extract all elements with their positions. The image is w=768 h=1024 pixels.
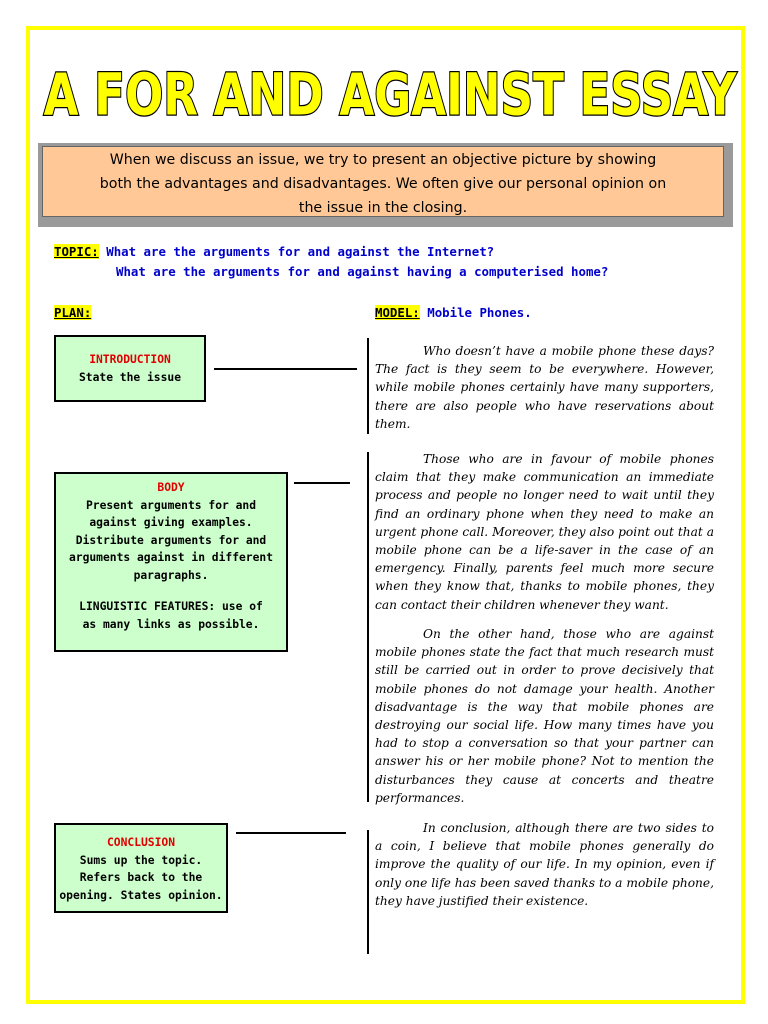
body-line: Present arguments for and	[85, 498, 257, 512]
conclusion-line: Sums up the topic.	[79, 853, 203, 867]
model-subject: Mobile Phones.	[427, 305, 532, 320]
plan-label: PLAN:	[54, 305, 92, 320]
model-paragraph-conclusion	[375, 819, 714, 910]
body-heading: BODY	[157, 481, 185, 494]
intro-line: both the advantages and disadvantages. We often give our personal opinion on	[99, 176, 667, 192]
topic-question-2: What are the arguments for and against having a computerised home?	[116, 264, 609, 279]
intro-line: When we discuss an issue, we try to present an objective picture by showing	[109, 152, 657, 168]
page-title-text: A FOR AND AGAINST ESSAY	[43, 62, 737, 128]
conclusion-heading: CONCLUSION	[106, 836, 175, 849]
model-paragraph-text: In conclusion, although there are two sides to a coin, I believe that mobile phones generally do improve the quality of our life. In my opinion, even if only one life has been saved thanks to a mobile phone, they have justified their existence.	[375, 821, 714, 908]
linguistic-features-line: LINGUISTIC FEATURES: use of	[79, 600, 263, 613]
conclusion-line: Refers back to the	[79, 871, 203, 884]
body-line: against giving examples.	[89, 516, 253, 529]
intro-line: the issue in the closing.	[298, 200, 468, 216]
conclusion-line: opening. States opinion.	[59, 888, 223, 902]
topic-question-1: What are the arguments for and against the Internet?	[106, 244, 495, 259]
plan-introduction-box	[54, 335, 206, 402]
model-paragraph-introduction	[375, 342, 714, 433]
body-line: paragraphs.	[133, 568, 209, 582]
introduction-text: State the issue	[78, 370, 182, 384]
intro-connector-line	[214, 368, 357, 370]
intro-bracket-line	[367, 338, 369, 434]
topic-line-1	[54, 244, 494, 259]
model-paragraph-text: On the other hand, those who are against mobile phones state the fact that much research must still be carried out in order to prove decisively that mobile phones do not damage your health. Another disadvantage is the way that mobile phones are destroying our social life. How many times have you had to stop a conversation so that your partner can answer his or her mobile phone? Not to mention the disturbances they cause at concerts and theatre performances.	[375, 627, 714, 805]
model-paragraph-text: Those who are in favour of mobile phones claim that they make communication an immediate process and people no longer need to wait until they find an ordinary phone when they need to make an urgent phone call. Moreover, they also point out that a mobile phone can be a life-saver in the case of an emergency. Finally, parents feel much more secure when they know that, thanks to mobile phones, they can contact their children whenever they want.	[375, 452, 714, 612]
page-title	[0, 62, 768, 128]
model-heading	[375, 305, 532, 320]
introduction-heading: INTRODUCTION	[89, 353, 171, 366]
topic-label: TOPIC:	[54, 244, 99, 259]
conclusion-bracket-line	[367, 830, 369, 954]
model-paragraph-text: Who doesn’t have a mobile phone these days? The fact is they seem to be everywhere. However, while mobile phones certainly have many supporters, there are also people who have reservations about them.	[375, 344, 714, 431]
body-line: arguments against in different	[68, 551, 274, 564]
model-paragraph-for	[375, 450, 714, 614]
plan-conclusion-box	[54, 823, 228, 913]
model-paragraph-against	[375, 625, 714, 807]
linguistic-features-line: as many links as possible.	[82, 617, 260, 631]
body-bracket-line	[367, 452, 369, 802]
plan-body-box	[54, 472, 288, 652]
intro-box	[42, 146, 724, 217]
body-line: Distribute arguments for and	[75, 533, 267, 547]
plan-heading	[54, 305, 91, 320]
topic-line-2	[116, 264, 608, 279]
body-connector-line	[294, 482, 350, 484]
conclusion-connector-line	[236, 832, 346, 834]
model-label: MODEL:	[375, 305, 420, 320]
